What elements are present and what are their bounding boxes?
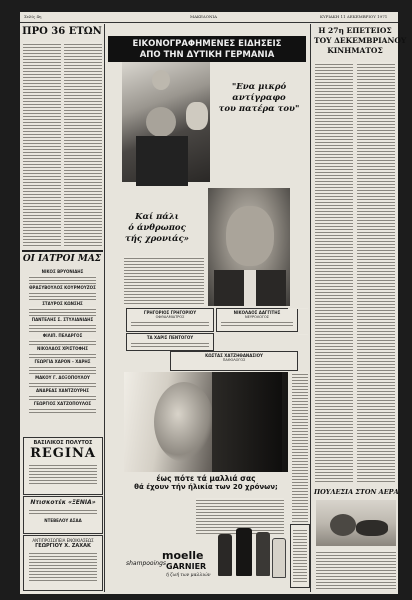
notice-spacer (290, 308, 310, 346)
photo-caption-2 (112, 212, 202, 245)
right-headline-line2: ΤΟΥ ΔΕΚΕΜΒΡΙΑΝΟΥ (314, 36, 407, 45)
notice-card (170, 351, 298, 371)
article-text (23, 42, 61, 247)
page-number: Σελίς 4η (24, 14, 42, 19)
article-text (357, 62, 395, 482)
figure-shape (330, 514, 356, 536)
ad-brand: moelle (162, 549, 204, 562)
right-headline-line3: ΚΙΝΗΜΑΤΟΣ (327, 46, 383, 55)
doctors-list (23, 268, 102, 414)
left-headline: ΠΡΟ 36 ΕΤΩΝ (22, 26, 102, 37)
doctor-name: ΝΙΚΟΣ ΒΡΥΟΝΙΔΗΣ (41, 269, 84, 274)
rental-ad-line2: ΓΕΩΡΓΙΟΥ Χ. ΖΑΧΑΚ (35, 543, 91, 549)
regina-ad-line1: ΒΑΣΙΛΙΚΟΣ ΠΟΛΥΤΟΣ (33, 440, 93, 446)
bottom-right-headline: ΠΟΥΛΕΣΙΑ ΣΤΟΝ ΑΕΡΑ (314, 488, 399, 496)
doctor-details (29, 339, 96, 345)
doctor-name: ΦΙΛΙΠ. ΠΕΛΑΡΓΟΣ (42, 333, 83, 338)
woman-face (154, 382, 214, 462)
notice-card (126, 333, 214, 351)
article-text (64, 42, 102, 247)
ad-brand2: GARNIER (166, 562, 207, 571)
right-headline (314, 26, 407, 56)
doctor-details (29, 365, 96, 374)
notice-title: ΝΙΚΟΛΑΟΣ ΔΑΓΓΙΤΗΣ (233, 310, 281, 315)
caption2-line2: ό άνθρωπος (128, 223, 186, 233)
doctor-details (29, 352, 96, 358)
bottle-shape (236, 528, 252, 576)
notice-title: ΚΩΣΤΑΣ ΧΑΤΖΗΘΑΝΑΣΙΟΥ (205, 353, 263, 358)
figure-shape (356, 520, 388, 536)
ad-slogan-line2: θά έχουν τήν ήλικία των 20 χρόνων; (134, 483, 278, 491)
doctor-details (29, 394, 96, 400)
column-rule (310, 24, 311, 592)
column-rule (104, 24, 105, 592)
portrait-shirt (244, 270, 256, 306)
photo-caption-1 (212, 82, 306, 115)
spacer (288, 308, 308, 309)
right-headline-line1: Η 27η ΕΠΕΤΕΙΟΣ (318, 26, 392, 35)
article-text (316, 550, 396, 590)
xenia-ad (23, 496, 103, 534)
article-text (315, 62, 353, 482)
bottle-shape (272, 538, 286, 578)
doctor-name: ΠΑΝΤΕΛΗΣ Σ. ΣΤΥΛΙΑΝΙΔΗΣ (31, 317, 94, 322)
brandt-son-photo (122, 62, 210, 182)
notice-text (221, 320, 293, 328)
bottle-shape (218, 534, 232, 576)
xenia-ad-title: Ντισκοτέκ «ΞΕΝΙΑ» (30, 499, 96, 506)
notice-sub: ΠΑΘΟΛΟΓΟΣ (222, 358, 246, 362)
doctor-name: ΘΡΑΣΥΒΟΥΛΟΣ ΚΟΥΡΜΟΥΖΟΣ (29, 285, 96, 290)
doctor-details (29, 291, 96, 300)
hair-ad-photo (124, 372, 288, 472)
poodle-shape (186, 102, 208, 130)
spacer (298, 334, 308, 335)
regina-ad (23, 437, 103, 495)
doctor-name: ΜΑΚΟΥ Γ. ΔΟΞΟΠΟΥΛΟΥ (35, 375, 90, 380)
article-text (124, 256, 204, 306)
issue-date: ΚΥΡΙΑΚΗ 11 ΔΕΚΕΜΒΡΙΟΥ 1971 (320, 14, 388, 19)
caption2-line3: τής χρονιάς» (125, 234, 189, 244)
page-header (20, 12, 398, 23)
small-notice (290, 524, 310, 588)
doctor-details (29, 307, 96, 316)
woman-hair (212, 372, 282, 472)
doctor-name: ΓΕΩΡΓΙΑ ΧΑΡΟΝ – ΧΑΡΗΣ (34, 359, 91, 364)
man-head (146, 107, 176, 137)
newspaper-page (20, 12, 407, 594)
notice-card (216, 308, 298, 332)
rental-ad-text (29, 551, 97, 581)
caption1-line3: του πατέρα του" (218, 104, 300, 114)
banner-line2: ΑΠΟ ΤΗΝ ΔΥΤΙΚΗ ΓΕΡΜΑΝΙΑ (139, 50, 275, 60)
xenia-ad-text (29, 508, 97, 516)
xenia-ad-name: ΝΤΕΒΕΛΟΥ ΑΣΑΑ (44, 518, 82, 523)
doctor-name: ΣΤΑΥΡΟΣ ΚΩΝΣΗΣ (42, 301, 83, 306)
doctor-name: ΝΙΚΟΛΑΟΣ ΧΡΙΣΤΟΦΗΣ (37, 346, 88, 351)
doctor-details (29, 381, 96, 387)
caption1-line1: "Ενα μικρό (231, 82, 287, 92)
doctor-details (29, 407, 96, 413)
doctor-name: ΓΕΩΡΓΙΟΣ ΧΑΤΖΟΠΟΥΛΟΣ (33, 401, 92, 406)
notice-text (131, 341, 209, 348)
ad-slogan (124, 474, 288, 491)
doctor-name: ΑΝΔΡΕΑΣ ΧΑΝΤΖΟΥΡΗΣ (36, 388, 89, 393)
notice-card (126, 308, 214, 332)
ad-shampoo-label: shampooings (126, 560, 167, 567)
child-head (152, 70, 170, 90)
man-coat (136, 136, 188, 186)
notice-text (293, 528, 307, 584)
section-rule (22, 250, 103, 252)
rental-ad (23, 535, 103, 591)
caption2-line1: Καί πάλι (135, 212, 179, 222)
portrait-face (226, 206, 274, 266)
paper-name: ΜΑΚΕΔΟΝΙΑ (190, 14, 218, 19)
center-banner (108, 36, 306, 62)
notice-sub: ΟΦΘΑΛΜΙΑΤΡΟΣ (155, 315, 185, 319)
doctor-details (29, 275, 96, 284)
article-text (292, 372, 308, 522)
notice-title: ΓΡΗΓΟΡΙΟΣ ΓΡΗΓΟΡΙΟΥ (143, 310, 197, 315)
brandt-portrait (208, 188, 290, 306)
banner-line1: ΕΙΚΟΝΟΓΡΑΦΗΜΕΝΕΣ ΕΙΔΗΣΕΙΣ (132, 39, 282, 49)
doctor-details (29, 323, 96, 332)
doctors-heading: ΟΙ ΙΑΤΡΟΙ ΜΑΣ (22, 254, 102, 264)
regina-ad-logo: REGINA (30, 446, 96, 461)
ad-brand-tag: ή ζωή των μαλλιών (166, 573, 211, 578)
balloon-photo (316, 500, 396, 546)
notice-sub: ΝΕΥΡΟΛΟΓΟΣ (245, 315, 269, 319)
notice-text (131, 320, 209, 328)
ad-slogan-line1: έως πότε τά μαλλιά σας (156, 474, 256, 483)
rental-ad-line1: ΑΝΤΙΠΡΟΣΩΠΕΙΑ ΕΝΟΙΚΙΑΣΕΩΣ (32, 538, 94, 543)
notice-title: ΤΑ ΧΑΡΙΣ ΠΕΝΤΟΓΟΥ (146, 335, 194, 340)
caption1-line2: αντίγραφο (232, 93, 286, 103)
bottle-shape (256, 532, 270, 576)
regina-ad-text (29, 463, 97, 485)
